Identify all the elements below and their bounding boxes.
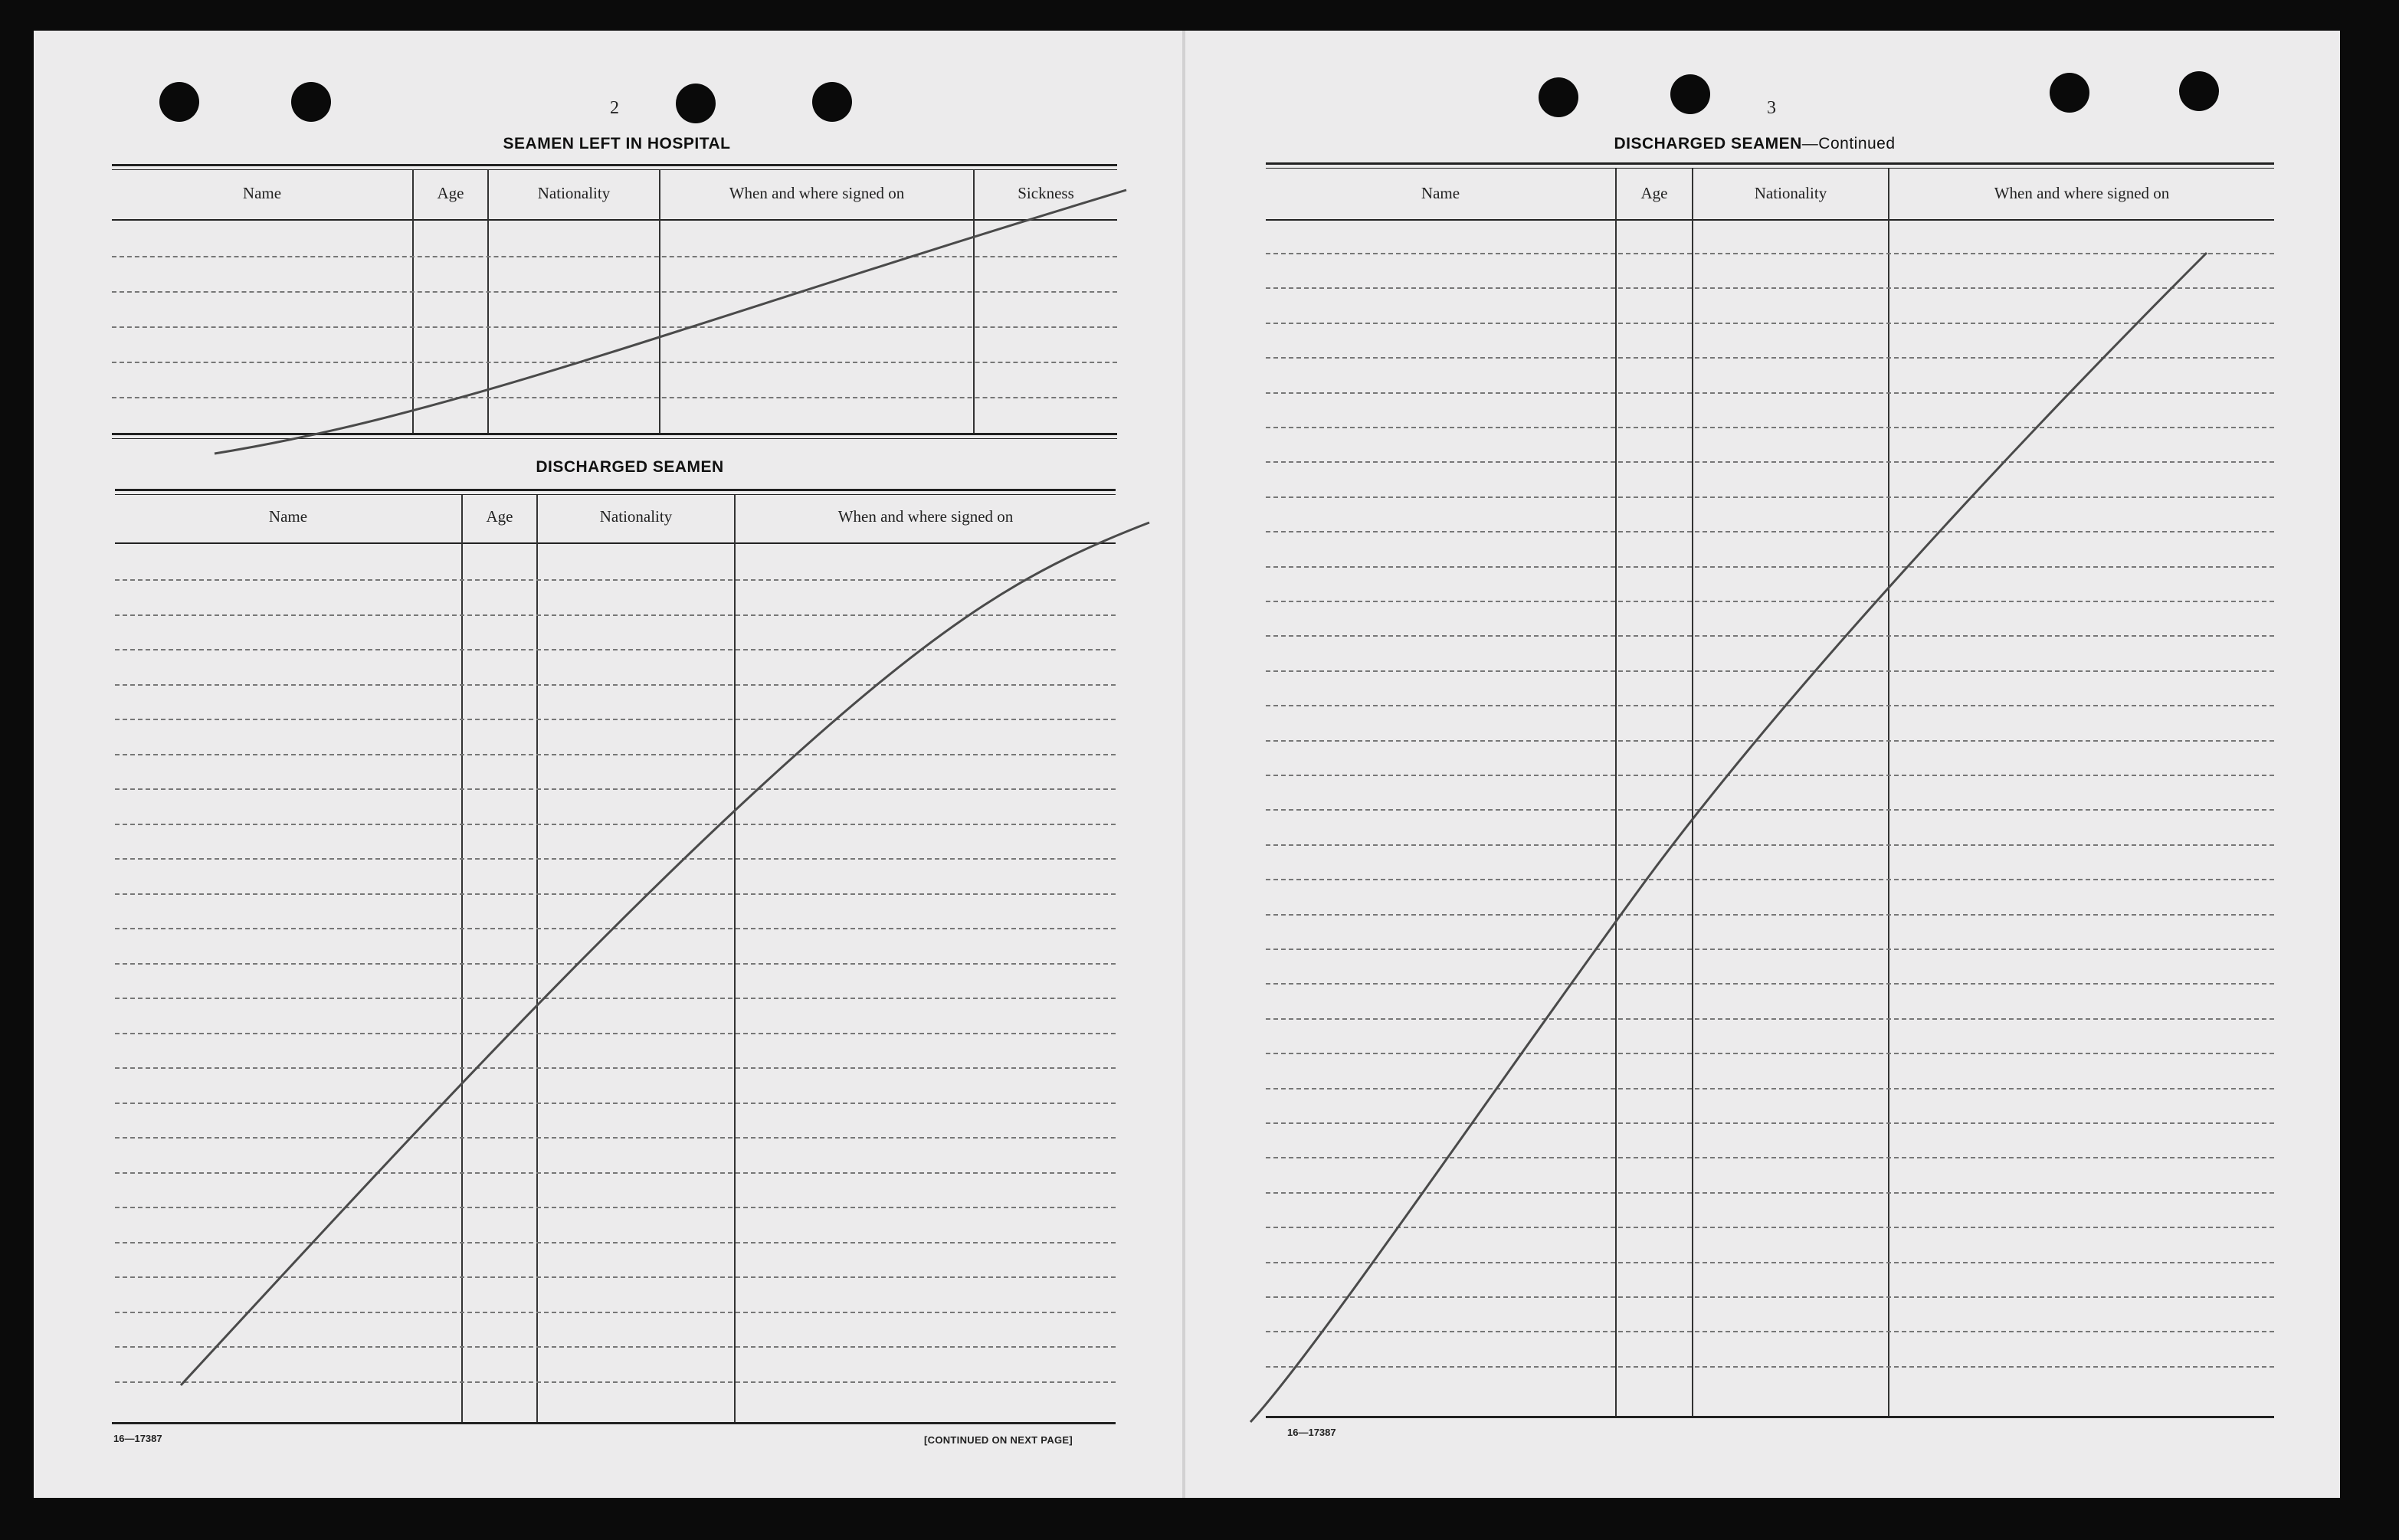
discharged-col-nationality: Nationality — [599, 507, 673, 526]
continued-note: [CONTINUED ON NEXT PAGE] — [924, 1434, 1073, 1446]
discharged-col-signed-on: When and where signed on — [837, 507, 1014, 526]
hospital-col-signed-on: When and where signed on — [729, 184, 905, 202]
page-number-right: 3 — [1767, 98, 1776, 118]
right-col-age: Age — [1640, 184, 1668, 202]
hospital-col-age: Age — [437, 184, 464, 202]
hospital-section-title: SEAMEN LEFT IN HOSPITAL — [503, 135, 731, 152]
strike-discharged — [181, 523, 1149, 1385]
hospital-col-name: Name — [242, 184, 282, 202]
right-col-name: Name — [1421, 184, 1460, 202]
strike-right-page — [1250, 253, 2207, 1422]
discharged-col-age: Age — [486, 507, 513, 526]
discharged-col-name: Name — [268, 507, 308, 526]
form-code-right: 16—17387 — [1287, 1427, 1336, 1438]
hospital-col-nationality: Nationality — [537, 184, 611, 202]
right-col-signed-on: When and where signed on — [1994, 184, 2170, 202]
discharged-continued-title-main: DISCHARGED SEAMEN — [1614, 135, 1802, 152]
hospital-col-sickness: Sickness — [1018, 184, 1074, 202]
form-code-left: 16—17387 — [113, 1433, 162, 1444]
right-col-nationality: Nationality — [1754, 184, 1827, 202]
strike-hospital — [215, 190, 1126, 454]
discharged-section-title: DISCHARGED SEAMEN — [536, 458, 724, 476]
discharged-continued-title-suffix: —Continued — [1801, 135, 1896, 152]
page-number-left: 2 — [610, 98, 619, 118]
